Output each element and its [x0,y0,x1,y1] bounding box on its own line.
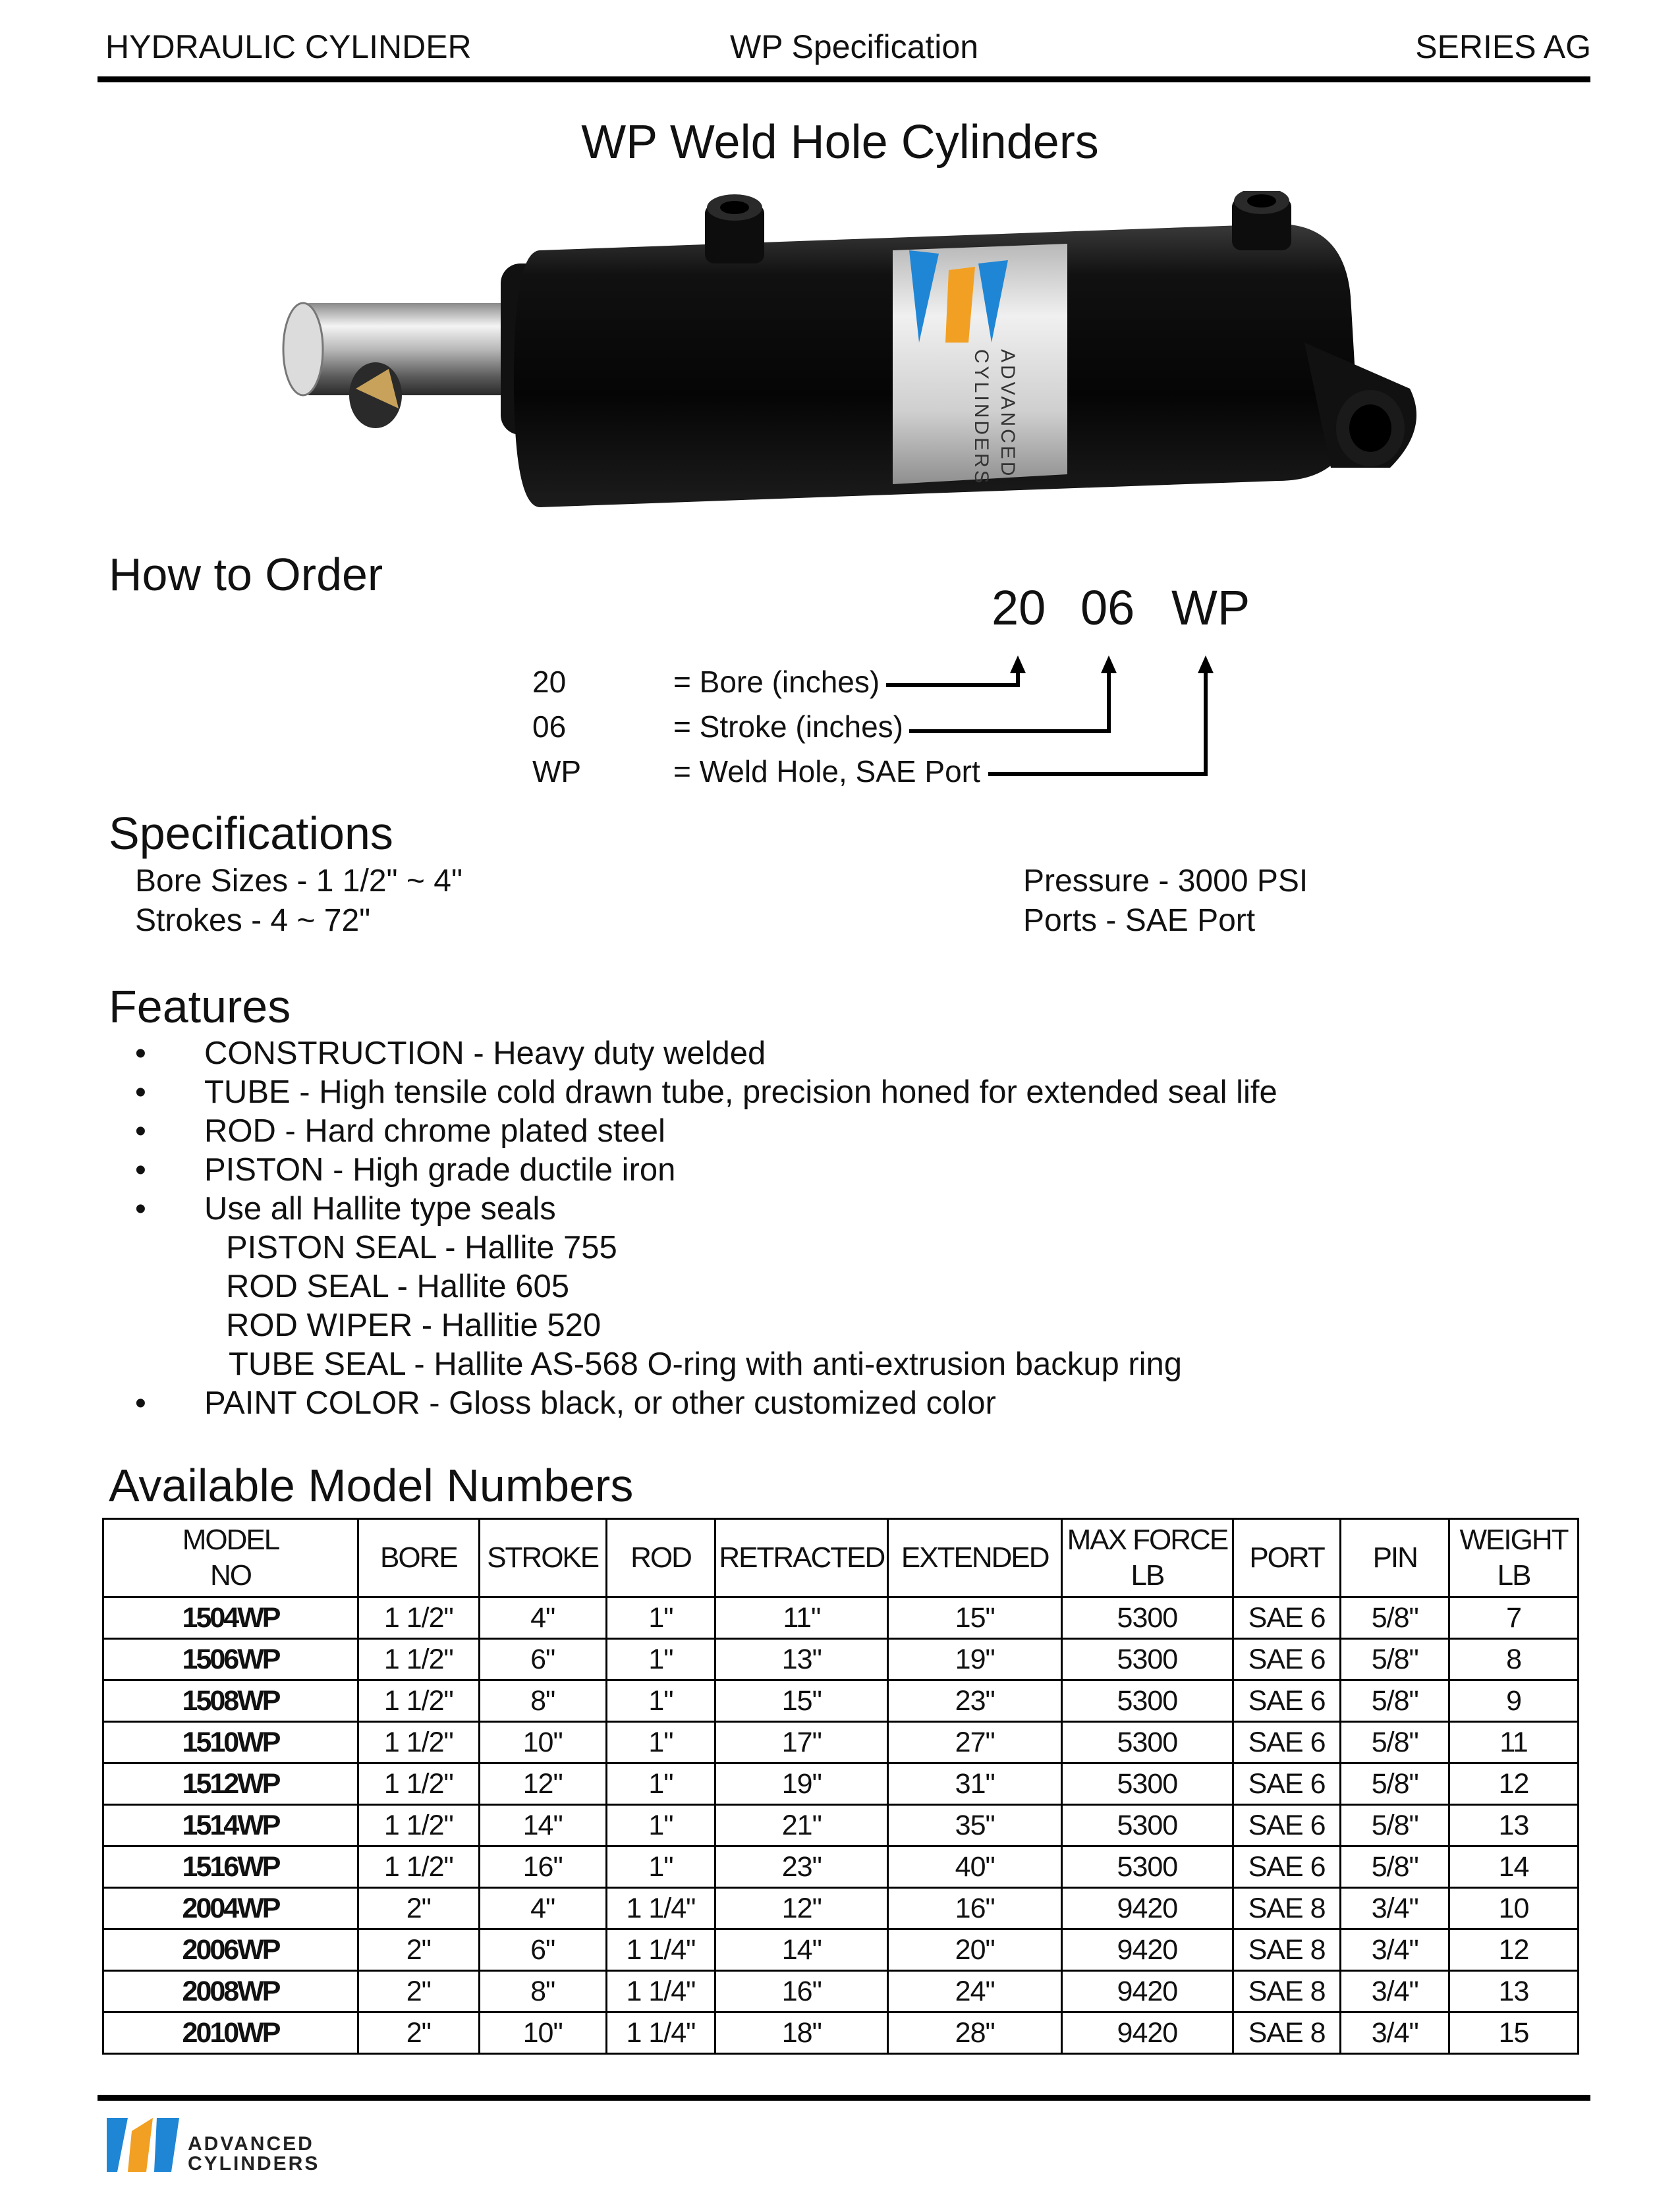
table-cell: 23" [888,1680,1062,1722]
table-cell: 10" [479,2012,606,2054]
table-cell: 19" [888,1639,1062,1680]
table-cell: 5300 [1062,1597,1233,1639]
table-cell: 21" [715,1805,888,1846]
table-cell: 6" [479,1639,606,1680]
table-cell: 10 [1449,1888,1579,1929]
column-header-line1: PIN [1372,1541,1417,1574]
column-header [1062,1519,1233,1597]
model-number-cell: 2006WP [103,1929,358,1971]
table-cell: 3/4" [1341,2012,1449,2054]
table-cell: 35" [888,1805,1062,1846]
model-number-cell: 1508WP [103,1680,358,1722]
table-cell: 1 1/2" [358,1805,480,1846]
table-row [103,1639,1579,1680]
column-header-line1: WEIGHT [1459,1524,1568,1556]
table-cell: SAE 6 [1233,1763,1341,1805]
table-cell: 19" [715,1763,888,1805]
column-header [888,1519,1062,1597]
column-header-line2: LB [1131,1559,1164,1592]
table-row [103,1805,1579,1846]
band-text-2: CYLINDERS [970,349,992,486]
table-cell: 31" [888,1763,1062,1805]
table-cell: 12 [1449,1929,1579,1971]
table-cell: 5/8" [1341,1639,1449,1680]
column-header [715,1519,888,1597]
header-left: HYDRAULIC CYLINDER [105,28,472,65]
table-cell: SAE 8 [1233,1971,1341,2012]
table-cell: 5300 [1062,1846,1233,1888]
table-cell: 1 1/2" [358,1597,480,1639]
table-cell: 3/4" [1341,1971,1449,2012]
table-cell: 1 1/4" [606,1888,715,1929]
column-header-line1: PORT [1249,1541,1324,1574]
table-cell: 5/8" [1341,1805,1449,1846]
model-number-cell: 2008WP [103,1971,358,2012]
table-cell: 10" [479,1722,606,1763]
table-cell: 11" [715,1597,888,1639]
table-cell: 5300 [1062,1805,1233,1846]
column-header-line1: ROD [630,1541,691,1574]
model-number-cell: 1504WP [103,1597,358,1639]
table-cell: 1" [606,1680,715,1722]
model-number-cell: 2010WP [103,2012,358,2054]
table-cell: 14 [1449,1846,1579,1888]
spec-bore-sizes: Bore Sizes - 1 1/2" ~ 4" [135,864,462,899]
table-cell: 12" [715,1888,888,1929]
table-cell: 1 1/2" [358,1680,480,1722]
table-cell: 2" [358,1888,480,1929]
column-header [606,1519,715,1597]
table-cell: 1 1/2" [358,1722,480,1763]
table-cell: SAE 6 [1233,1639,1341,1680]
table-row [103,1888,1579,1929]
models-heading: Available Model Numbers [109,1460,634,1511]
column-header-line1: BORE [380,1541,457,1574]
feature-subitem: ROD WIPER - Hallitie 520 [226,1308,602,1343]
table-cell: SAE 8 [1233,1929,1341,1971]
table-cell: SAE 8 [1233,1888,1341,1929]
table-cell: 5300 [1062,1639,1233,1680]
code-part-bore: 20 [992,580,1046,635]
table-cell: 1 1/4" [606,1929,715,1971]
table-cell: 1 1/2" [358,1763,480,1805]
legend-desc-1: = Bore (inches) [673,665,880,699]
models-table [102,1518,1579,2055]
table-cell: 16" [888,1888,1062,1929]
table-cell: 28" [888,2012,1062,2054]
column-header-line1: MAX FORCE [1067,1524,1228,1556]
table-cell: 2" [358,1929,480,1971]
table-cell: SAE 6 [1233,1597,1341,1639]
table-cell: 11 [1449,1722,1579,1763]
order-arrows [0,0,1680,823]
table-cell: 1" [606,1763,715,1805]
table-row [103,1971,1579,2012]
column-header [358,1519,480,1597]
table-cell: 4" [479,1888,606,1929]
table-cell: 5300 [1062,1763,1233,1805]
footer-logo-line2: CYLINDERS [188,2153,320,2175]
table-cell: 8" [479,1680,606,1722]
page-title: WP Weld Hole Cylinders [581,116,1099,169]
table-cell: 15" [888,1597,1062,1639]
table-cell: 5/8" [1341,1846,1449,1888]
table-row [103,1929,1579,1971]
model-number-cell: 2004WP [103,1888,358,1929]
model-number-cell: 1510WP [103,1722,358,1763]
features-heading: Features [109,981,291,1032]
column-header [1449,1519,1579,1597]
column-header-line1: EXTENDED [901,1541,1049,1574]
legend-desc-2: = Stroke (inches) [673,709,903,744]
feature-item: • PAINT COLOR - Gloss black, or other customized color [128,1384,1277,1423]
model-number-cell: 1506WP [103,1639,358,1680]
column-header-line1: MODEL [182,1524,279,1556]
footer-rule [98,2095,1590,2101]
table-cell: 1 1/4" [606,1971,715,2012]
feature-item: • Use all Hallite type seals [128,1190,1277,1229]
table-cell: 3/4" [1341,1929,1449,1971]
table-cell: 13 [1449,1971,1579,2012]
table-cell: 8" [479,1971,606,2012]
table-cell: 5300 [1062,1722,1233,1763]
table-cell: 14" [479,1805,606,1846]
table-cell: 8 [1449,1639,1579,1680]
table-cell: 14" [715,1929,888,1971]
table-row [103,1846,1579,1888]
table-cell: 2" [358,1971,480,2012]
table-cell: 12" [479,1763,606,1805]
table-cell: 20" [888,1929,1062,1971]
model-number-cell: 1516WP [103,1846,358,1888]
table-cell: 16" [715,1971,888,2012]
code-part-type: WP [1171,580,1250,635]
table-cell: 27" [888,1722,1062,1763]
footer-logo-text [188,2134,320,2174]
code-part-stroke: 06 [1080,580,1135,635]
column-header [479,1519,606,1597]
feature-subitem: PISTON SEAL - Hallite 755 [226,1230,617,1265]
table-cell: 9420 [1062,1929,1233,1971]
table-cell: 1" [606,1722,715,1763]
table-cell: SAE 6 [1233,1722,1341,1763]
band-text-1: ADVANCED [997,349,1019,479]
feature-subitem: ROD SEAL - Hallite 605 [226,1269,570,1304]
table-cell: 17" [715,1722,888,1763]
column-header [1341,1519,1449,1597]
spec-pressure: Pressure - 3000 PSI [1023,864,1308,899]
feature-item: • ROD - Hard chrome plated steel [128,1112,1277,1151]
table-row [103,1597,1579,1639]
table-cell: 12 [1449,1763,1579,1805]
column-header-line1: STROKE [487,1541,599,1574]
table-cell: 5/8" [1341,1597,1449,1639]
table-cell: 6" [479,1929,606,1971]
table-cell: 9420 [1062,1888,1233,1929]
feature-item: • TUBE - High tensile cold drawn tube, precision honed for extended seal life [128,1073,1277,1112]
table-cell: 2" [358,2012,480,2054]
table-cell: 13 [1449,1805,1579,1846]
table-cell: SAE 6 [1233,1846,1341,1888]
table-cell: SAE 6 [1233,1680,1341,1722]
column-header-line1: RETRACTED [719,1541,885,1574]
table-cell: 13" [715,1639,888,1680]
features-list [128,1034,1277,1423]
table-cell: 18" [715,2012,888,2054]
table-cell: 9420 [1062,1971,1233,2012]
table-cell: 1" [606,1805,715,1846]
table-cell: 5/8" [1341,1680,1449,1722]
table-cell: 24" [888,1971,1062,2012]
specifications-heading: Specifications [109,808,393,859]
legend-code-3: WP [532,754,582,789]
table-cell: 9420 [1062,2012,1233,2054]
table-cell: 23" [715,1846,888,1888]
spec-strokes: Strokes - 4 ~ 72" [135,903,371,938]
table-cell: 40" [888,1846,1062,1888]
table-cell: 15" [715,1680,888,1722]
table-cell: 7 [1449,1597,1579,1639]
table-cell: 5/8" [1341,1722,1449,1763]
legend-code-2: 06 [532,709,567,744]
table-row [103,1763,1579,1805]
feature-subitem: TUBE SEAL - Hallite AS-568 O-ring with anti-extrusion backup ring [229,1346,1183,1382]
feature-item: • PISTON - High grade ductile iron [128,1151,1277,1190]
header-right: SERIES AG [1415,28,1591,65]
table-cell: 16" [479,1846,606,1888]
table-cell: 5300 [1062,1680,1233,1722]
table-row [103,2012,1579,2054]
footer-logo-line1: ADVANCED [188,2133,314,2155]
legend-desc-3: = Weld Hole, SAE Port [673,754,980,789]
spec-ports: Ports - SAE Port [1023,903,1256,938]
table-row [103,1680,1579,1722]
table-header-row [103,1519,1579,1597]
table-cell: 3/4" [1341,1888,1449,1929]
column-header-line2: NO [210,1559,251,1592]
table-cell: 5/8" [1341,1763,1449,1805]
table-cell: 1" [606,1639,715,1680]
table-cell: 1" [606,1846,715,1888]
table-cell: SAE 8 [1233,2012,1341,2054]
table-cell: 1 1/4" [606,2012,715,2054]
column-header [103,1519,358,1597]
table-cell: 1 1/2" [358,1639,480,1680]
column-header [1233,1519,1341,1597]
table-cell: 9 [1449,1680,1579,1722]
table-cell: SAE 6 [1233,1805,1341,1846]
table-cell: 4" [479,1597,606,1639]
how-to-order-heading: How to Order [109,549,383,600]
feature-item: • CONSTRUCTION - Heavy duty welded [128,1034,1277,1073]
table-row [103,1722,1579,1763]
table-body [103,1597,1579,2054]
legend-code-1: 20 [532,665,567,699]
header-center: WP Specification [730,28,979,65]
advanced-cylinders-logo [105,2111,184,2174]
table-cell: 15 [1449,2012,1579,2054]
column-header-line2: LB [1497,1559,1530,1592]
model-number-cell: 1514WP [103,1805,358,1846]
table-cell: 1 1/2" [358,1846,480,1888]
model-number-cell: 1512WP [103,1763,358,1805]
table-cell: 1" [606,1597,715,1639]
